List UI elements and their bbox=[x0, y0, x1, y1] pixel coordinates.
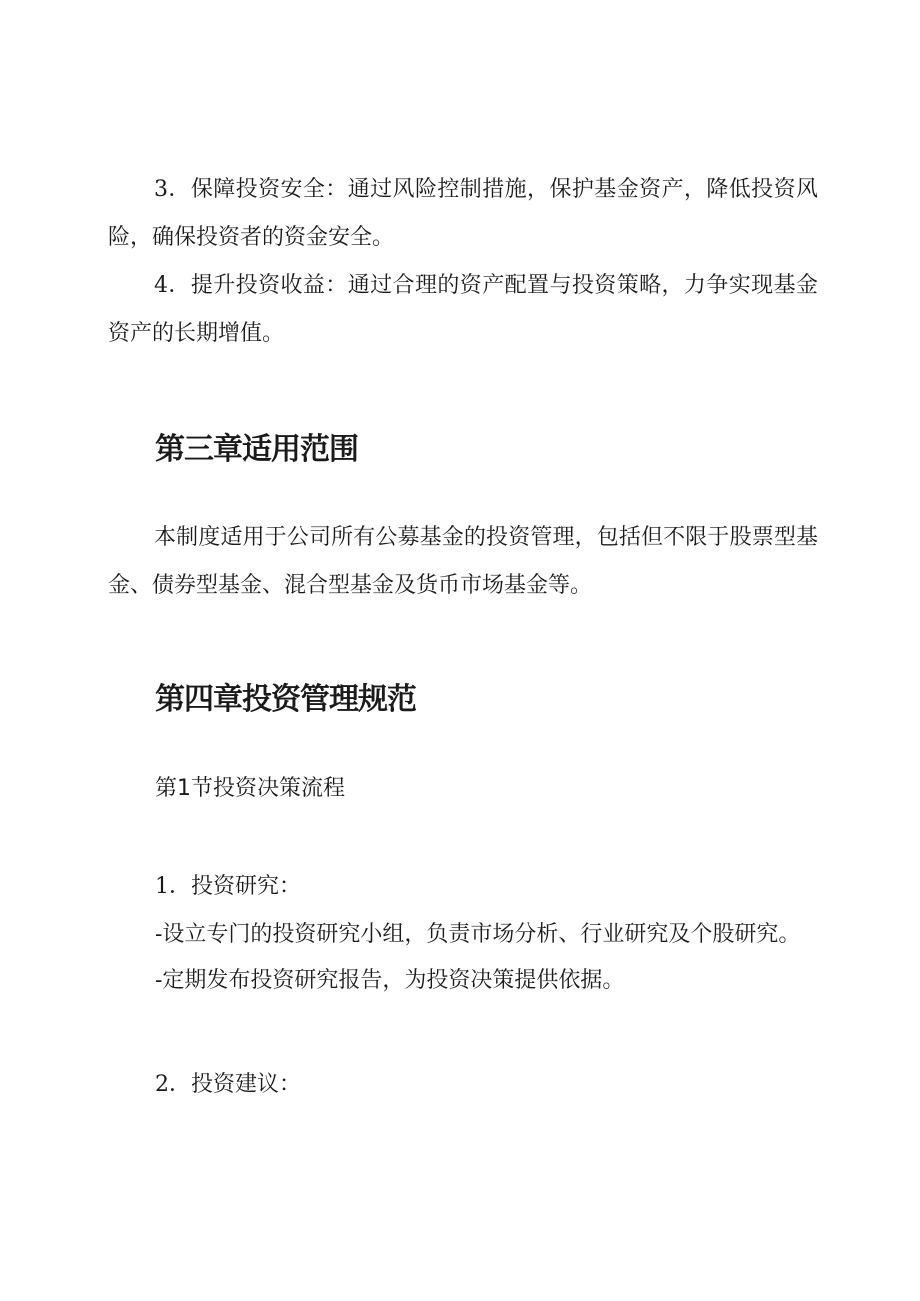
item-1-line-2: -定期发布投资研究报告，为投资决策提供依据。 bbox=[155, 968, 625, 993]
item-2-title: 2．投资建议： bbox=[155, 1072, 301, 1097]
section-1-title: 第1节投资决策流程 bbox=[155, 776, 345, 801]
paragraph-protect-investment-safety: 3．保障投资安全：通过风险控制措施，保护基金资产，降低投资风险，确保投资者的资金安全。 bbox=[108, 177, 818, 250]
item-1-line-1: -设立专门的投资研究小组，负责市场分析、行业研究及个股研究。 bbox=[155, 922, 801, 947]
paragraph-improve-investment-returns: 4．提升投资收益：通过合理的资产配置与投资策略，力争实现基金资产的长期增值。 bbox=[108, 273, 818, 346]
chapter-4-heading: 第四章投资管理规范 bbox=[155, 682, 416, 717]
paragraph-scope: 本制度适用于公司所有公募基金的投资管理，包括但不限于股票型基金、债券型基金、混合型基金及货币市场基金等。 bbox=[108, 525, 818, 598]
chapter-3-heading: 第三章适用范围 bbox=[155, 432, 358, 467]
item-1-title: 1．投资研究： bbox=[155, 874, 301, 899]
